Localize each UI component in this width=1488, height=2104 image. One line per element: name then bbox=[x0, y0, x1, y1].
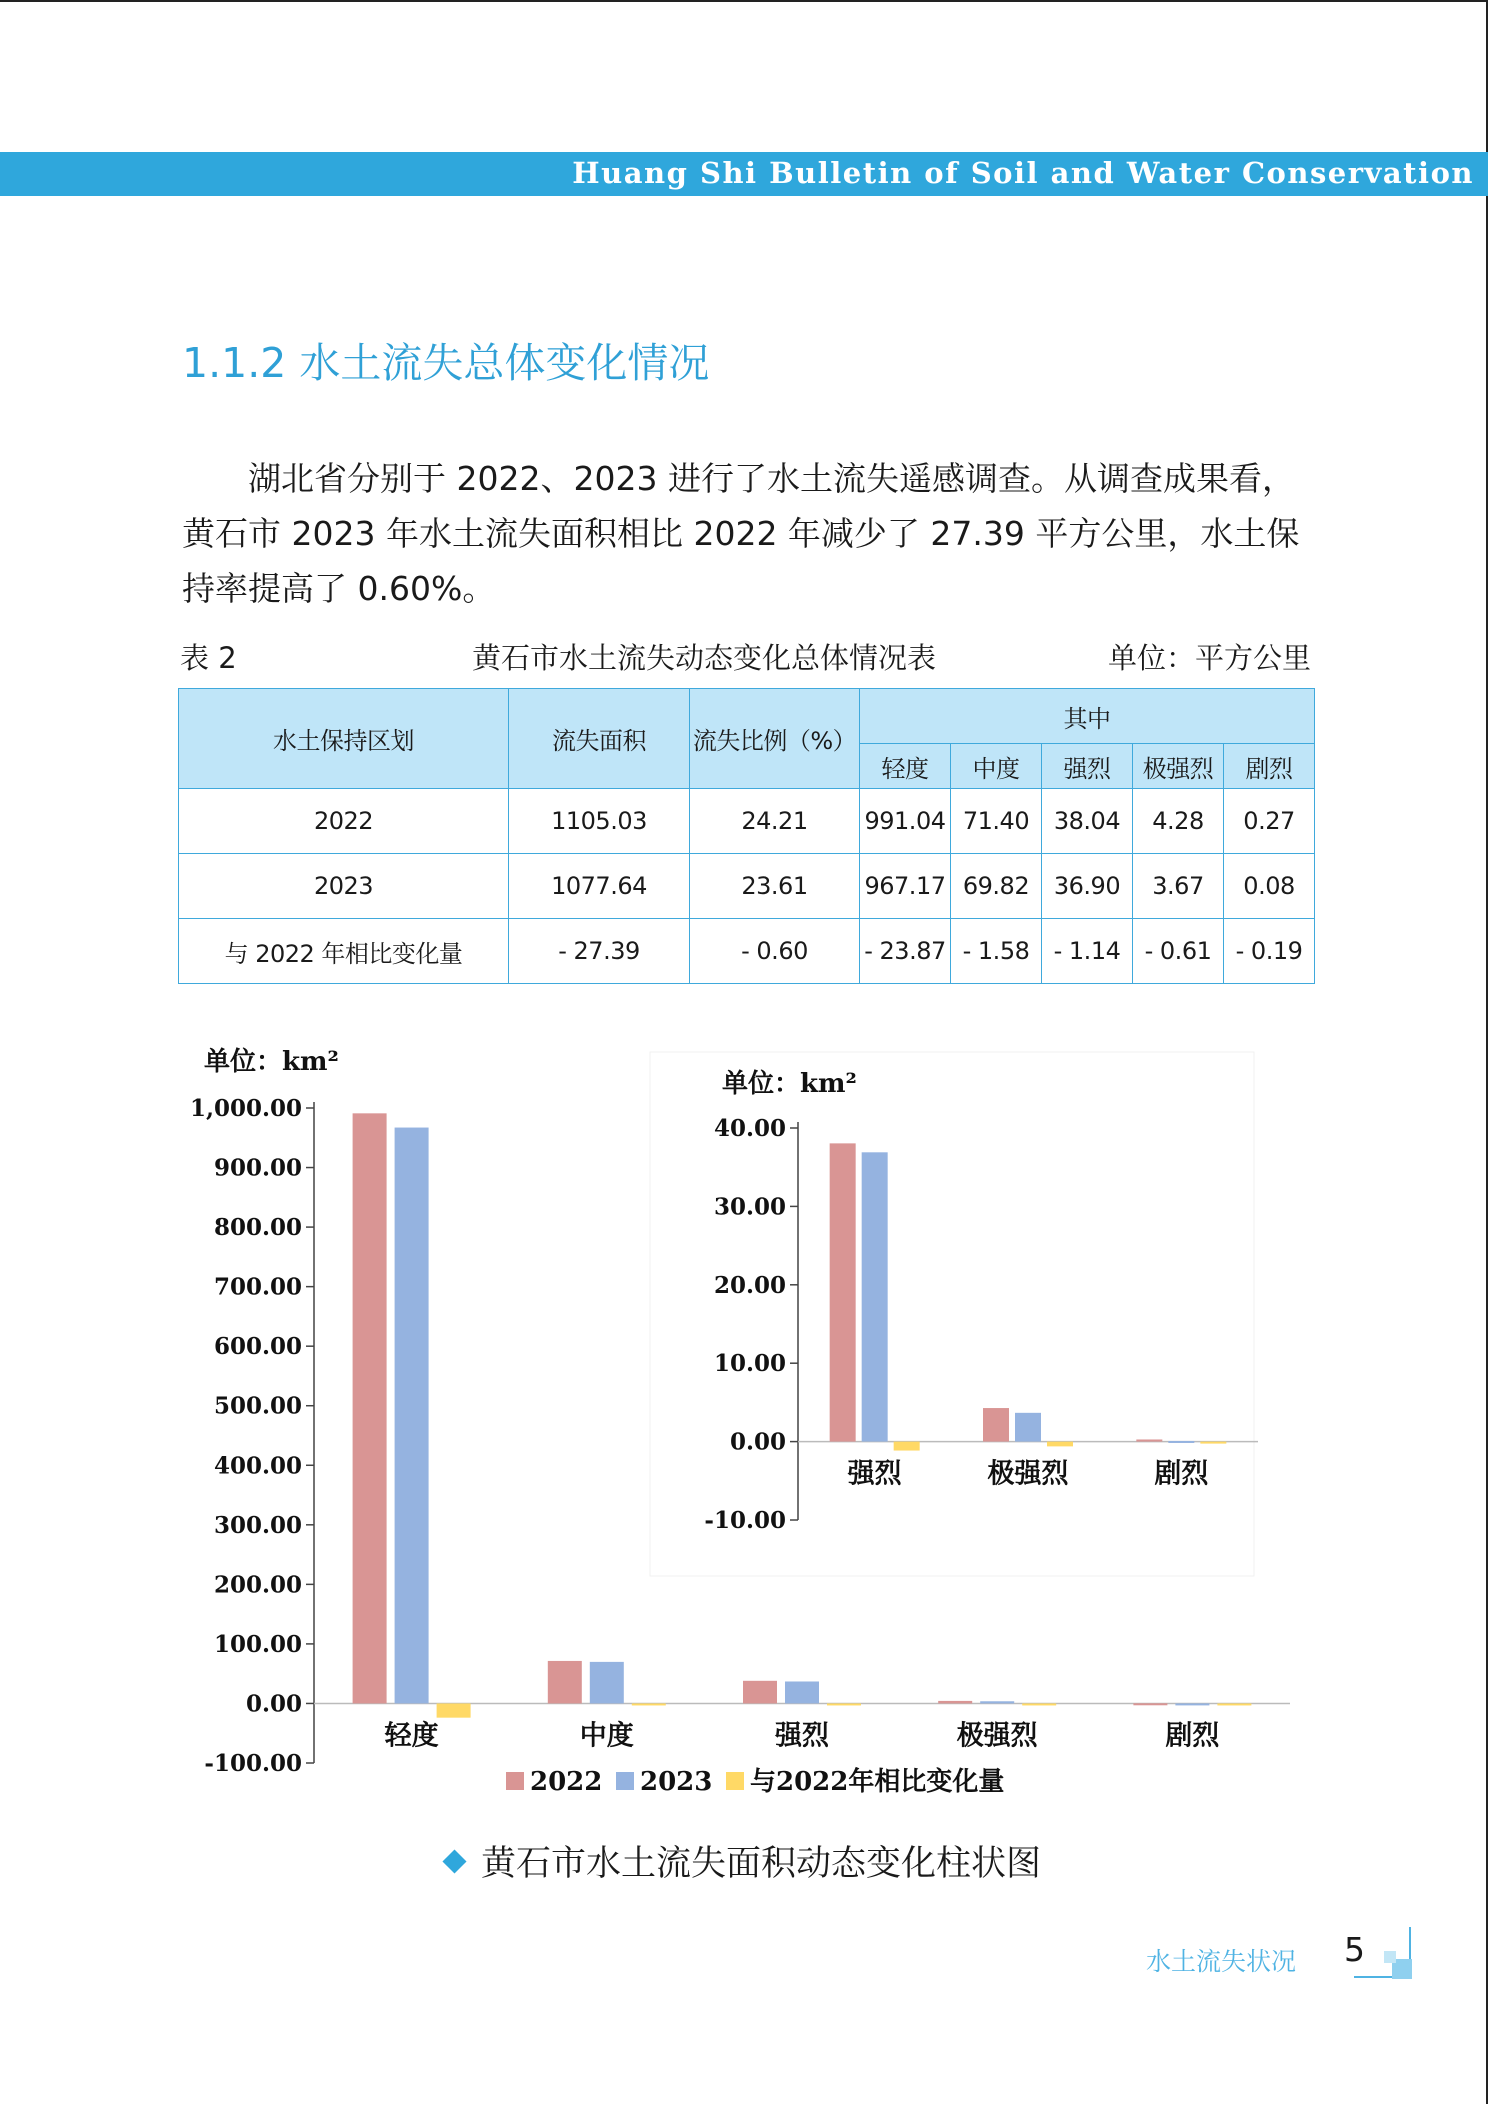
cell-ratio: - 0.60 bbox=[690, 919, 860, 984]
bar bbox=[827, 1703, 861, 1705]
x-category-label: 剧烈 bbox=[1154, 1458, 1209, 1490]
header-level: 剧烈 bbox=[1224, 744, 1315, 789]
x-category-label: 强烈 bbox=[847, 1458, 902, 1490]
header-group: 其中 bbox=[860, 689, 1315, 744]
y-tick-label: 600.00 bbox=[213, 1333, 302, 1361]
bar bbox=[395, 1128, 429, 1704]
cell-level: - 0.61 bbox=[1133, 919, 1224, 984]
table-title: 黄石市水土流失动态变化总体情况表 bbox=[472, 641, 937, 675]
table-row bbox=[179, 919, 1315, 984]
table-number: 表 2 bbox=[180, 641, 237, 675]
bar bbox=[980, 1701, 1014, 1703]
bar bbox=[1015, 1413, 1041, 1442]
cell-level: 991.04 bbox=[860, 789, 951, 854]
y-tick-label: -10.00 bbox=[704, 1507, 786, 1534]
y-tick-label: 100.00 bbox=[213, 1630, 302, 1658]
cell-area: - 27.39 bbox=[509, 919, 690, 984]
cell-level: - 23.87 bbox=[860, 919, 951, 984]
header-banner bbox=[0, 152, 1488, 196]
x-category-label: 中度 bbox=[579, 1720, 634, 1752]
header-ratio: 流失比例（%） bbox=[690, 689, 860, 789]
bar-chart-figure bbox=[178, 1030, 1328, 1810]
bar bbox=[1217, 1703, 1251, 1705]
y-tick-label: 500.00 bbox=[213, 1392, 302, 1420]
page-number: 5 bbox=[1344, 1930, 1365, 1969]
intro-paragraph: 湖北省分别于 2022、2023 进行了水土流失遥感调查。从调查成果看，黄石市 2023 年水土流失面积相比 2022 年减少了 27.39 平方公里，水土保持率提高了 0.60%。 bbox=[182, 459, 1300, 608]
header-level: 轻度 bbox=[860, 744, 951, 789]
footer-section-label: 水土流失状况 bbox=[1146, 1947, 1297, 1976]
cell-level: 69.82 bbox=[951, 854, 1042, 919]
cell-level: 38.04 bbox=[1042, 789, 1133, 854]
y-tick-label: 900.00 bbox=[213, 1154, 302, 1182]
row-label: 2023 bbox=[179, 854, 509, 919]
erosion-table bbox=[178, 688, 1315, 984]
legend-swatch bbox=[726, 1772, 744, 1790]
x-category-label: 极强烈 bbox=[956, 1720, 1038, 1752]
cell-level: 36.90 bbox=[1042, 854, 1133, 919]
bar bbox=[743, 1681, 777, 1704]
bar bbox=[590, 1662, 624, 1704]
table-unit: 单位：平方公里 bbox=[1107, 641, 1311, 675]
cell-level: 4.28 bbox=[1133, 789, 1224, 854]
row-label: 与 2022 年相比变化量 bbox=[179, 919, 509, 984]
bar bbox=[983, 1408, 1009, 1442]
legend-label: 2022 bbox=[530, 1767, 603, 1797]
banner-title: Huang Shi Bulletin of Soil and Water Conservation bbox=[572, 156, 1474, 190]
legend-swatch bbox=[616, 1772, 634, 1790]
bar bbox=[632, 1703, 666, 1705]
y-tick-label: 700.00 bbox=[213, 1273, 302, 1301]
cell-level: 71.40 bbox=[951, 789, 1042, 854]
chart-unit-label: 单位：km² bbox=[204, 1047, 339, 1077]
header-level: 极强烈 bbox=[1133, 744, 1224, 789]
header-area: 流失面积 bbox=[509, 689, 690, 789]
bar-chart-svg bbox=[178, 1030, 1328, 1810]
diamond-icon bbox=[442, 1849, 466, 1873]
bar bbox=[1133, 1703, 1167, 1705]
y-tick-label: 20.00 bbox=[713, 1271, 786, 1299]
table-row bbox=[179, 789, 1315, 854]
y-tick-label: 800.00 bbox=[213, 1214, 302, 1242]
y-tick-label: 10.00 bbox=[713, 1350, 786, 1378]
cell-level: 3.67 bbox=[1133, 854, 1224, 919]
figure-caption bbox=[446, 1836, 1041, 1886]
cell-level: 0.08 bbox=[1224, 854, 1315, 919]
bar bbox=[894, 1442, 920, 1451]
y-tick-label: 400.00 bbox=[213, 1452, 302, 1480]
chart-unit-label: 单位：km² bbox=[722, 1069, 857, 1099]
cell-level: - 0.19 bbox=[1224, 919, 1315, 984]
bar bbox=[1022, 1703, 1056, 1705]
cell-ratio: 24.21 bbox=[690, 789, 860, 854]
bar bbox=[1168, 1441, 1194, 1443]
header-level: 中度 bbox=[951, 744, 1042, 789]
bar bbox=[1047, 1442, 1073, 1447]
legend-swatch bbox=[506, 1772, 524, 1790]
cell-ratio: 23.61 bbox=[690, 854, 860, 919]
x-category-label: 极强烈 bbox=[987, 1458, 1069, 1490]
y-tick-label: 300.00 bbox=[213, 1511, 302, 1539]
bar bbox=[830, 1143, 856, 1441]
row-label: 2022 bbox=[179, 789, 509, 854]
y-tick-label: 0.00 bbox=[245, 1690, 302, 1718]
y-tick-label: 30.00 bbox=[713, 1193, 786, 1221]
bar bbox=[862, 1152, 888, 1441]
header-level: 强烈 bbox=[1042, 744, 1133, 789]
bar bbox=[785, 1681, 819, 1703]
cell-level: 0.27 bbox=[1224, 789, 1315, 854]
legend-label: 2023 bbox=[640, 1767, 713, 1797]
x-category-label: 轻度 bbox=[384, 1720, 439, 1752]
bar bbox=[548, 1661, 582, 1704]
section-title: 1.1.2 水土流失总体变化情况 bbox=[182, 339, 710, 387]
x-category-label: 强烈 bbox=[775, 1720, 829, 1752]
cell-level: 967.17 bbox=[860, 854, 951, 919]
y-tick-label: -100.00 bbox=[204, 1750, 302, 1777]
y-tick-label: 40.00 bbox=[713, 1115, 786, 1142]
cell-level: - 1.58 bbox=[951, 919, 1042, 984]
bar bbox=[1136, 1439, 1162, 1441]
x-category-label: 剧烈 bbox=[1165, 1720, 1220, 1752]
page-border-top bbox=[0, 0, 1488, 2]
bar bbox=[938, 1701, 972, 1704]
bar bbox=[437, 1703, 471, 1717]
cell-level: - 1.14 bbox=[1042, 919, 1133, 984]
legend-label: 与2022年相比变化量 bbox=[750, 1767, 1005, 1797]
cell-area: 1077.64 bbox=[509, 854, 690, 919]
bar bbox=[1175, 1703, 1209, 1705]
y-tick-label: 0.00 bbox=[729, 1428, 786, 1456]
bar bbox=[1200, 1442, 1226, 1444]
y-tick-label: 200.00 bbox=[213, 1571, 302, 1599]
header-region: 水土保持区划 bbox=[179, 689, 509, 789]
y-tick-label: 1,000.00 bbox=[189, 1095, 302, 1122]
cell-area: 1105.03 bbox=[509, 789, 690, 854]
table-row bbox=[179, 854, 1315, 919]
bar bbox=[353, 1113, 387, 1703]
figure-caption-text: 黄石市水土流失面积动态变化柱状图 bbox=[481, 1844, 1042, 1884]
